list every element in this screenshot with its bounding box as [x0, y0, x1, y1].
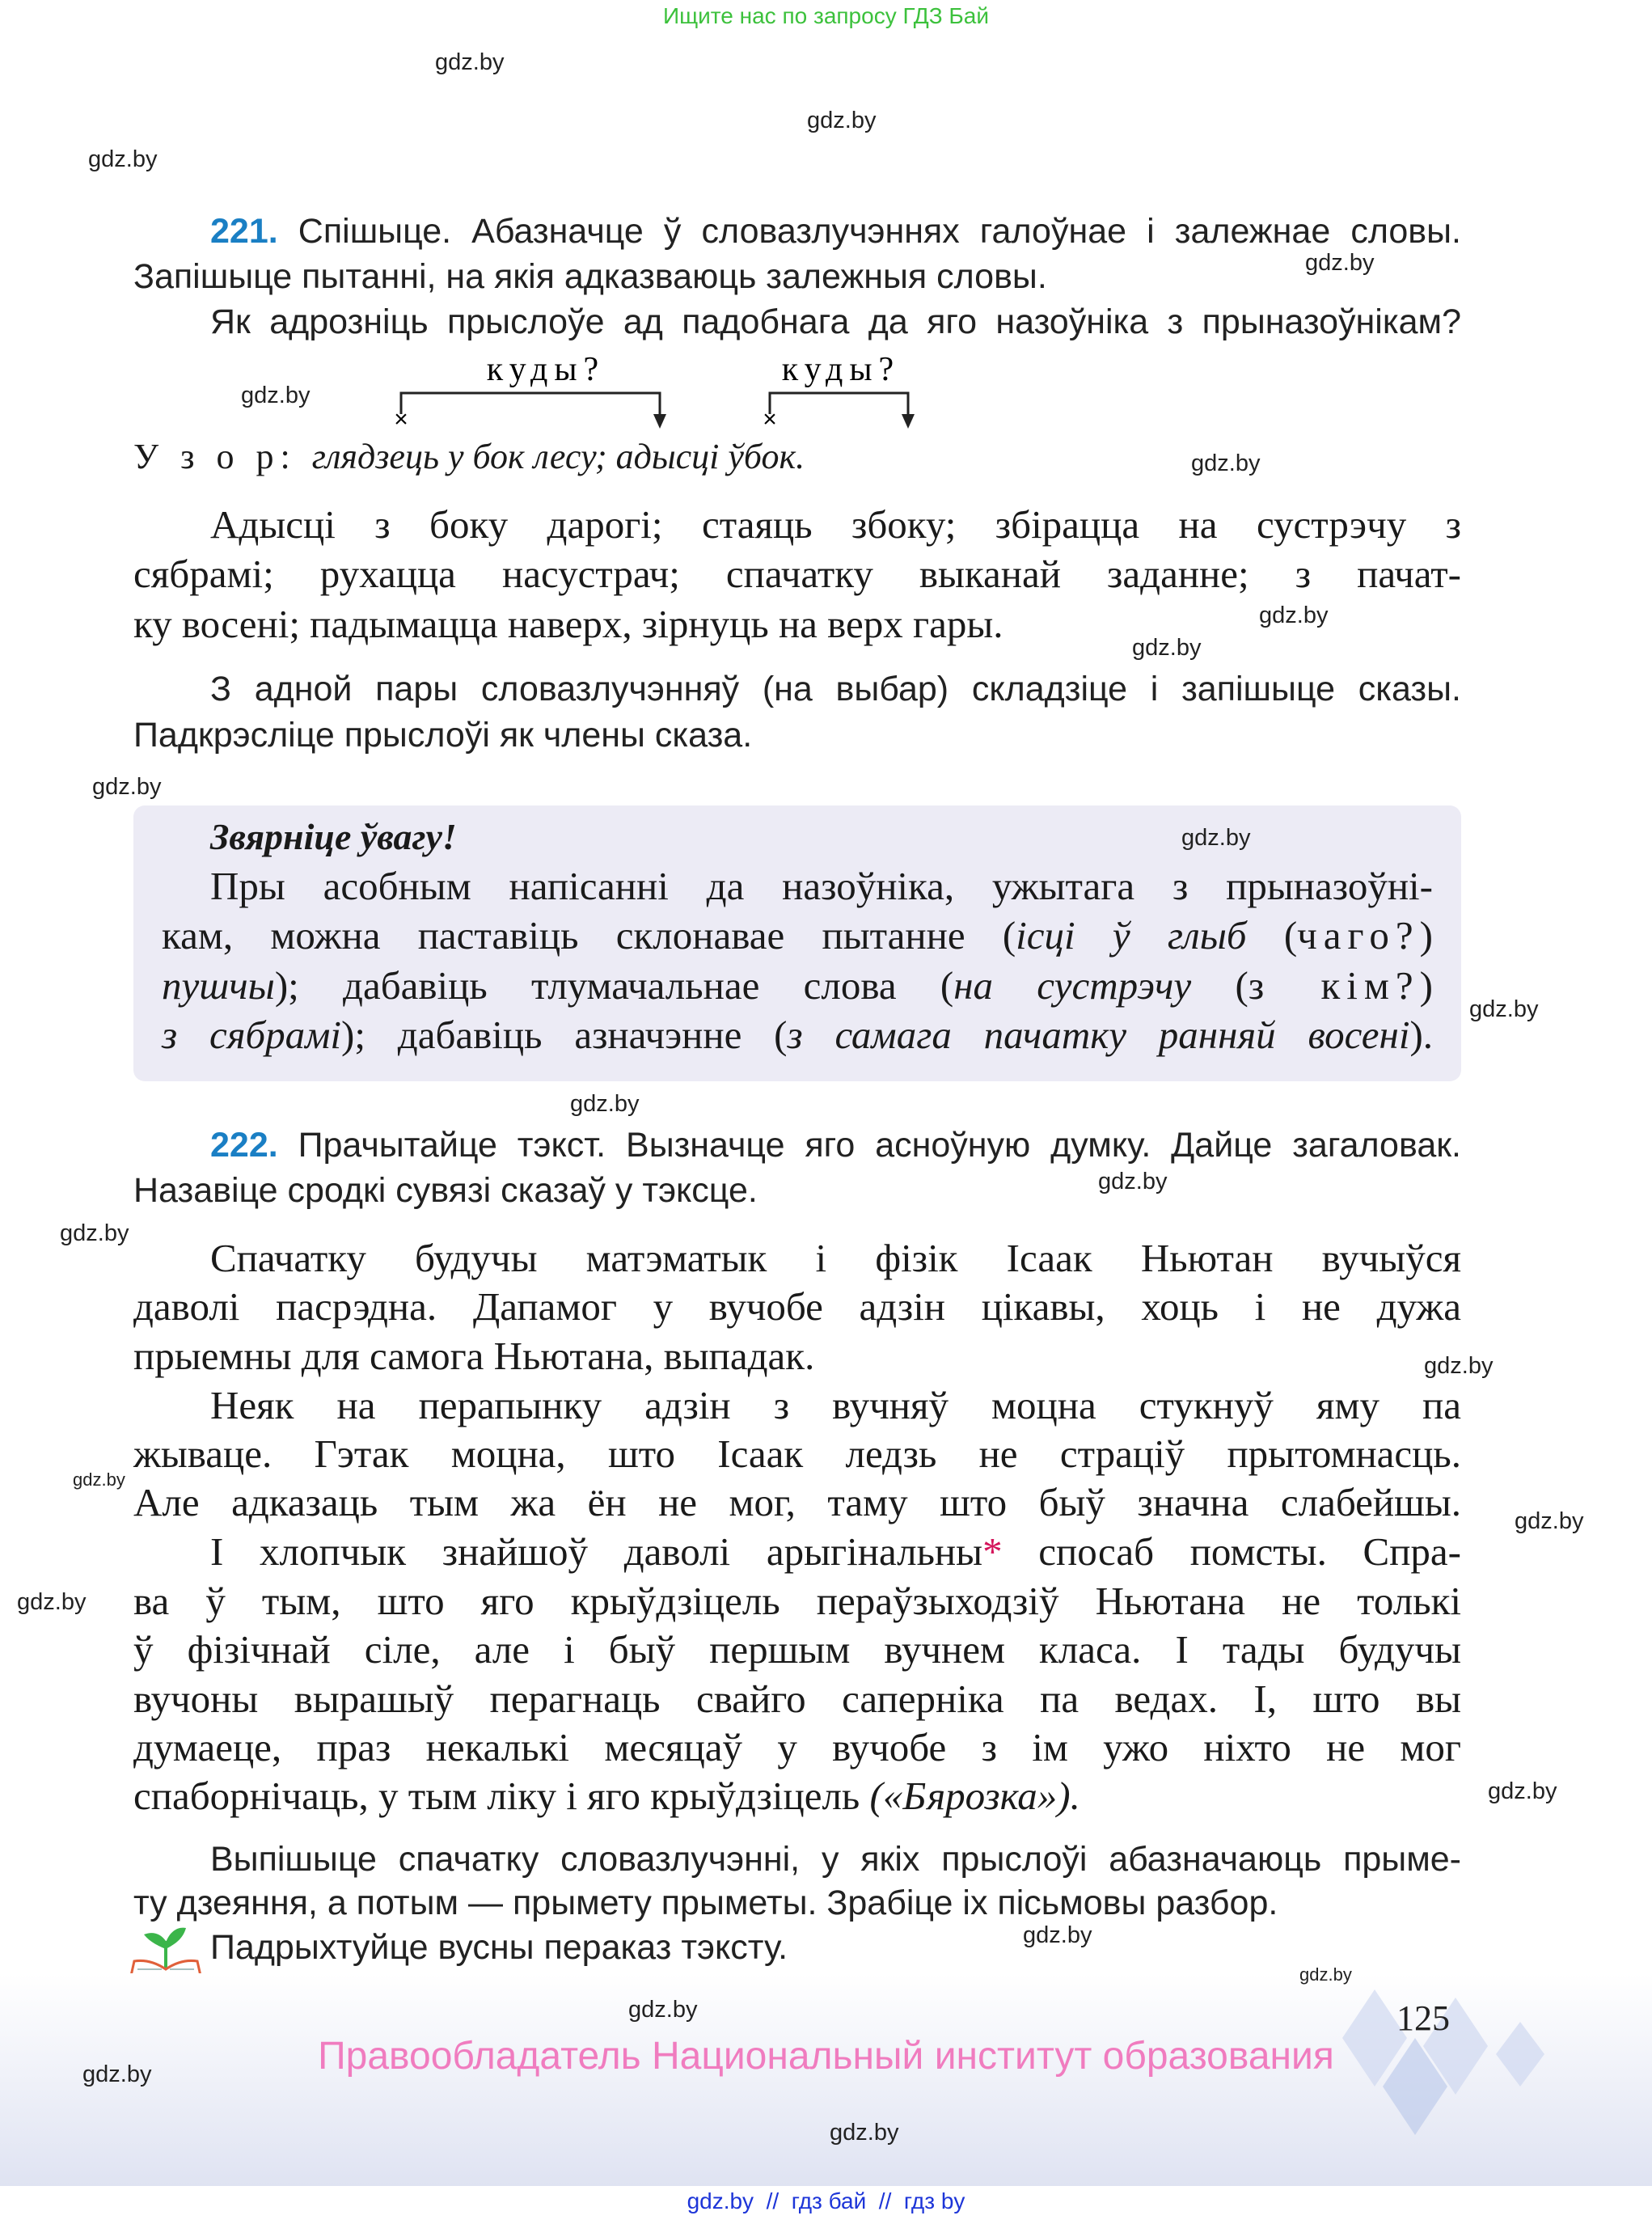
watermark: gdz.by [1191, 450, 1261, 476]
watermark: gdz.by [1023, 1922, 1092, 1948]
story-line [210, 1528, 1461, 1576]
arrow-head-1 [653, 414, 666, 429]
note-title: Звярніце ўвагу! [210, 816, 457, 857]
arrow-head-2 [902, 414, 915, 429]
ex222-task-2: ту дзеяння, а потым — прымету прыметы. Зрабіце іх пісьмовы разбор. [133, 1884, 1278, 1922]
story-line [133, 1478, 1461, 1527]
text-segment: кам, можна паставіць склонавае пытанне ( [162, 913, 1016, 958]
watermark: gdz.by [1181, 825, 1251, 851]
watermark: gdz.by [17, 1589, 87, 1615]
story-line [210, 1381, 1461, 1430]
story-line [210, 1234, 1461, 1283]
search-hint: Ищите нас по запросу ГДЗ Бай [662, 3, 990, 28]
watermark: gdz.by [1424, 1353, 1494, 1379]
text-segment: прыемны для самога Ньютана, выпадак. [133, 1334, 815, 1378]
ex222-text: Прачытайце тэкст. Вызначце яго асноўную думку. Дайце загаловак. [298, 1126, 1462, 1165]
watermark: gdz.by [1132, 635, 1202, 661]
ex221-line-3: Як адрозніць прыслоўе ад падобнага да яго назоўніка з прыназоўнікам? [210, 302, 1461, 341]
text-segment: Але адказаць тым жа ён не мог, таму што быў значна слабейшы. [133, 1480, 1461, 1524]
ex221-task-2: Падкрэсліце прыслоўі як члены сказа. [133, 716, 753, 755]
words-line-1: Адысці з боку дарогі; стаяць збоку; збірацца на сустрэчу з [210, 502, 1461, 547]
watermark: gdz.by [807, 108, 877, 133]
italic-text: на сустрэчу [953, 962, 1192, 1008]
watermark: gdz.by [1299, 1964, 1352, 1985]
word-relation-diagram [0, 340, 1051, 433]
story-line [133, 1675, 1461, 1723]
text-segment: ); дабавіць тлумачальнае слова ( [274, 962, 954, 1008]
watermark: gdz.by [1305, 250, 1375, 276]
italic-text: («Бярозка»). [869, 1774, 1080, 1818]
watermark: gdz.by [628, 1997, 698, 2023]
spaced-text: з кім? [1248, 962, 1420, 1008]
story-line [133, 1772, 1461, 1820]
story-line [133, 1626, 1461, 1674]
bottom-links[interactable]: gdz.by // гдз бай // гдз by [687, 2188, 965, 2213]
watermark: gdz.by [73, 1469, 125, 1490]
ex221-line-1 [210, 207, 1461, 256]
text-segment: ў фізічнай сіле, але і быў першым вучнем класа. І тады будучы [133, 1627, 1461, 1672]
bracket-arrow-1 [401, 393, 660, 424]
text-segment: жываце. Гэтак моцна, што Ісаак ледзь не страціў прытомнасць. [133, 1431, 1461, 1476]
note-line [162, 962, 1433, 1010]
ex221-line-2: Запішыце пытанні, на якія адказваюць залежныя словы. [133, 257, 1047, 296]
text-segment: ва ў тым, што яго крыўдзіцель пераўзыходзіў Ньютана не толькі [133, 1579, 1461, 1623]
watermark: gdz.by [82, 2061, 152, 2087]
watermark: gdz.by [1098, 1169, 1168, 1194]
spaced-text: У з о р: [133, 437, 312, 476]
text-segment: спосаб помсты. Спра- [1002, 1529, 1461, 1574]
watermark: gdz.by [60, 1220, 129, 1246]
italic-text: з сябрамі [162, 1012, 342, 1057]
note-line [162, 911, 1433, 960]
watermark: gdz.by [435, 49, 505, 75]
italic-text: ісці ў глыб [1016, 913, 1247, 958]
italic-text: глядзець у бок лесу; адысці ўбок. [311, 437, 805, 476]
copyright-holder: Правообладатель Национальный институт образования [318, 2035, 1334, 2078]
ex222-number: 222. [210, 1126, 278, 1165]
text-segment: ( [1191, 962, 1249, 1008]
asterisk-mark: * [982, 1529, 1003, 1574]
text-segment: ) [1419, 962, 1433, 1008]
main-word-mark-1: × [394, 406, 408, 433]
question-label-2: куды? [781, 351, 901, 388]
ex221-number: 221. [210, 212, 278, 251]
text-segment: думаеце, праз некалькі месяцаў у вучобе з ім ужо ніхто не мог [133, 1725, 1461, 1769]
ex222-line-1 [210, 1121, 1461, 1169]
words-line-3: ку восені; падымацца наверх, зірнуць на верх гары. [133, 602, 1003, 646]
text-segment: даволі пасрэдна. Дапамог у вучобе адзін цікавы, хоць і не дужа [133, 1284, 1461, 1329]
main-word-mark-2: × [763, 406, 777, 433]
ex221-text: Спішыце. Абазначце ў словазлучэннях галоўнае і залежнае словы. [298, 212, 1462, 251]
note-line [210, 862, 1433, 911]
question-label-1: куды? [486, 351, 606, 388]
italic-text: з самага пачатку ранняй восені [787, 1012, 1410, 1057]
watermark: gdz.by [88, 146, 158, 172]
text-segment: спаборнічаць, у тым ліку і яго крыўдзіцель [133, 1774, 870, 1818]
text-segment: ) [1419, 913, 1433, 958]
story-line [133, 1283, 1461, 1331]
text-segment: ); дабавіць азначэнне ( [341, 1012, 788, 1057]
story-line [133, 1332, 1461, 1380]
watermark: gdz.by [1259, 603, 1329, 628]
story-line [133, 1723, 1461, 1772]
text-segment: Пры асобным напісанні да назоўніка, ужытага з прыназоўні- [210, 864, 1433, 908]
pattern-line [133, 433, 1461, 481]
watermark: gdz.by [1488, 1778, 1557, 1804]
ex222-task-3: Падрыхтуйце вусны пераказ тэксту. [210, 1928, 788, 1967]
ex221-task-1: З адной пары словазлучэнняў (на выбар) складзіце і запішыце сказы. [210, 670, 1461, 708]
ex222-task-1: Выпішыце спачатку словазлучэнні, у якіх прыслоўі абазначаюць прыме- [210, 1840, 1461, 1879]
text-segment: І хлопчык знайшоў даволі арыгінальны [210, 1529, 983, 1574]
watermark: gdz.by [92, 774, 162, 800]
text-segment: Спачатку будучы матэматык і фізік Ісаак Ньютан вучыўся [210, 1236, 1461, 1280]
text-segment: ( [1246, 913, 1298, 958]
story-line [133, 1577, 1461, 1626]
watermark: gdz.by [241, 383, 311, 408]
text-segment: вучоны вырашыў перагнаць свайго саперніка па ведах. І, што вы [133, 1676, 1461, 1721]
watermark: gdz.by [570, 1091, 640, 1117]
italic-text: пушчы [162, 962, 275, 1008]
ex222-line-2: Назавіце сродкі сувязі сказаў у тэксце. [133, 1171, 758, 1210]
note-line [162, 1011, 1433, 1059]
bracket-arrow-2 [770, 393, 908, 424]
page-number: 125 [1396, 1998, 1450, 2038]
watermark: gdz.by [1469, 996, 1539, 1022]
text-segment: Неяк на перапынку адзін з вучняў моцна стукнуў яму па [210, 1383, 1461, 1427]
watermark: gdz.by [1515, 1508, 1584, 1534]
spaced-text: чаго? [1297, 913, 1420, 958]
story-line [133, 1430, 1461, 1478]
text-segment: ). [1409, 1012, 1434, 1057]
watermark: gdz.by [830, 2120, 899, 2146]
words-line-2: сябрамі; рухацца насустрач; спачатку выканай заданне; з пачат- [133, 552, 1461, 596]
